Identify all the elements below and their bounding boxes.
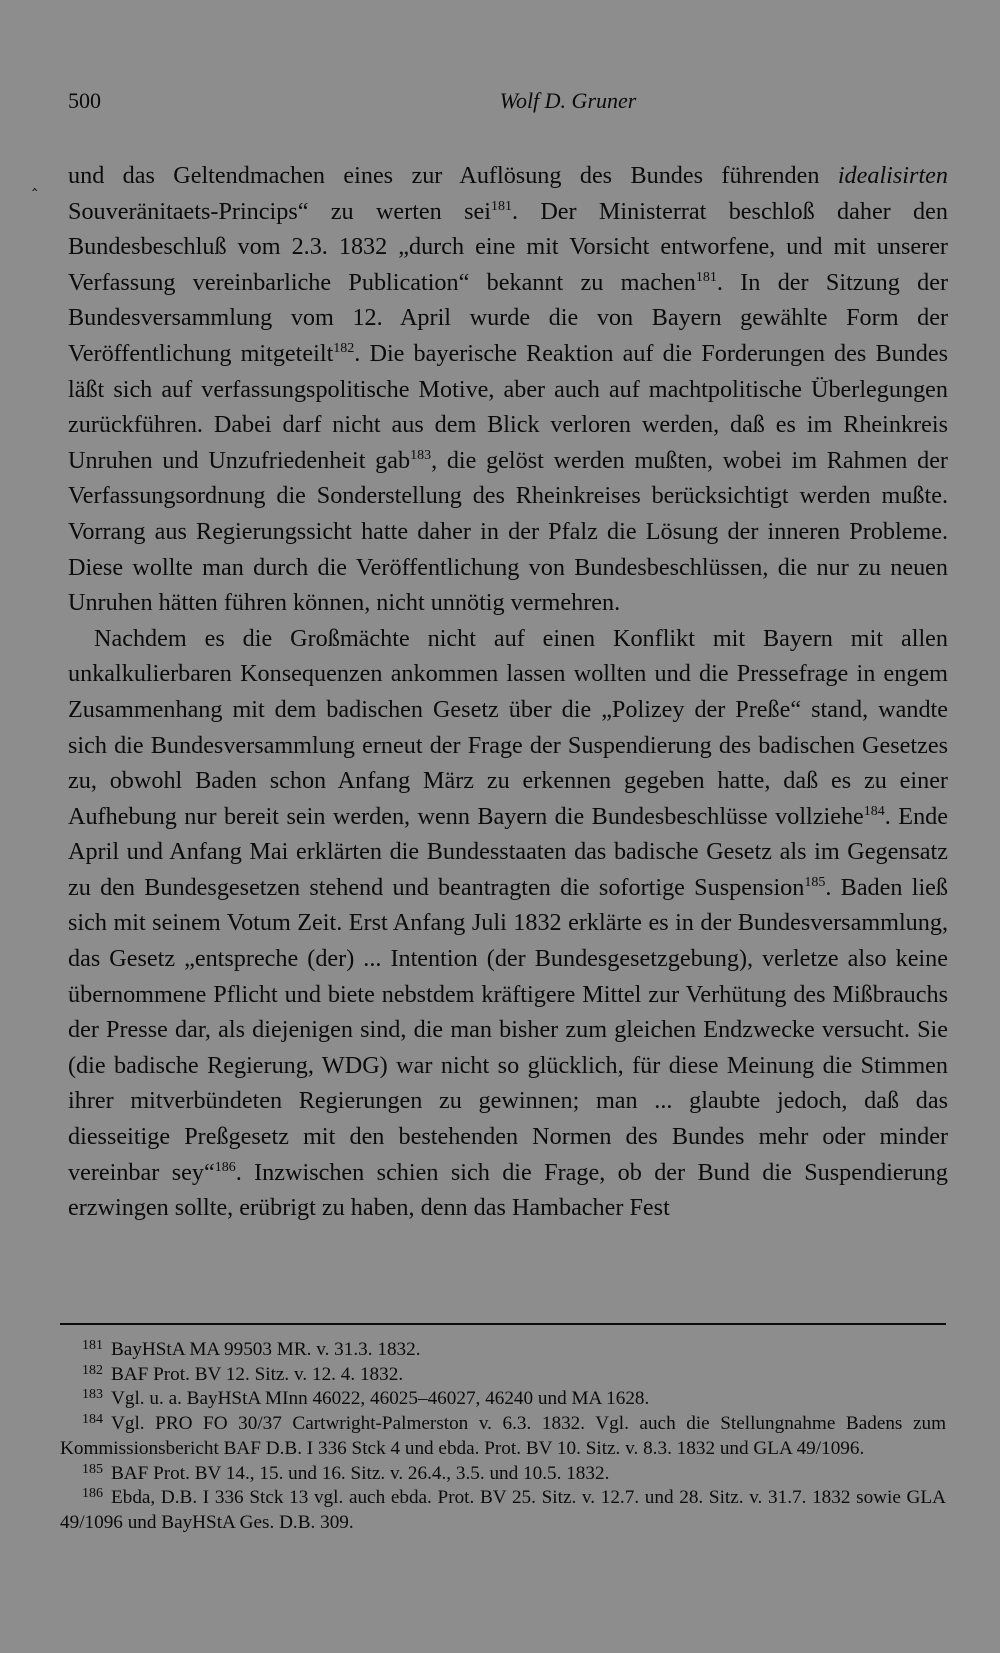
- footnote-ref[interactable]: 182: [333, 340, 355, 356]
- footnote-182: [60, 1363, 946, 1388]
- footnote-number: 182: [82, 1362, 103, 1378]
- footnote-185: [60, 1462, 946, 1487]
- footnote-184: [60, 1412, 946, 1461]
- footnote-number: 186: [82, 1486, 103, 1502]
- footnote-181: [60, 1338, 946, 1363]
- footnote-number: 185: [82, 1461, 103, 1477]
- paragraph-2: [68, 621, 948, 1226]
- footnote-text: BayHStA MA 99503 MR. v. 31.3. 1832.: [111, 1339, 421, 1360]
- footnote-text: Vgl. u. a. BayHStA MInn 46022, 46025–46027, 46240 und MA 1628.: [111, 1388, 650, 1410]
- footnote-text: BAF Prot. BV 14., 15. und 16. Sitz. v. 26.4., 3.5. und 10.5. 1832.: [111, 1462, 610, 1484]
- footnote-text: Vgl. PRO FO 30/37 Cartwright-Palmerston v. 6.3. 1832. Vgl. auch die Stellungnahme Badens zum Kommissionsbericht BAF D.B. I 336 Stck 4 und ebda. Prot. BV 10. Sitz. v. 8.3. 1832 und GLA 49/1096.: [60, 1413, 946, 1459]
- footnote-number: 181: [82, 1338, 103, 1353]
- text-span: und das Geltendmachen eines zur Auflösung des Bundes führenden: [68, 162, 838, 189]
- footnote-186: [60, 1486, 946, 1535]
- text-span: , die gelöst werden mußten, wobei im Rahmen der Verfassungsordnung die Sonderstellung des Rheinkreises berücksichtigt werden mußte. Vorrang aus Regierungssicht hatte daher in der Pfalz die Lösung der inneren Probleme. Diese wollte man durch die Veröffentlichung von Bundesbeschlüssen, die nur zu neuen Unruhen hätten führen können, nicht unnötig vermehren.: [68, 446, 948, 617]
- footnotes: [60, 1338, 946, 1536]
- footnote-number: 184: [82, 1412, 103, 1428]
- footnote-ref[interactable]: 183: [410, 447, 432, 463]
- footnote-ref[interactable]: 181: [695, 269, 717, 285]
- page-number: 500: [68, 88, 101, 113]
- text-span-italic: idealisirten: [837, 162, 948, 189]
- text-span: . Der Ministerrat beschloß daher den Bundesbeschluß vom 2.3. 1832 „durch eine mit Vorsicht entworfene, und mit unserer Verfassung vereinbarliche Publication“ bekannt zu machen: [68, 197, 948, 296]
- footnote-text: BAF Prot. BV 12. Sitz. v. 12. 4. 1832.: [111, 1363, 404, 1385]
- footnote-ref[interactable]: 181: [490, 198, 512, 214]
- footnote-text: Ebda, D.B. I 336 Stck 13 vgl. auch ebda. Prot. BV 25. Sitz. v. 12.7. und 28. Sitz. v. 31.7. 1832 sowie GLA 49/1096 und BayHStA Ges. D.B. 309.: [60, 1487, 946, 1533]
- text-span: . Die bayerische Reaktion auf die Forderungen des Bundes läßt sich auf verfassungspolitische Motive, aber auch auf machtpolitische Überlegungen zurückführen. Dabei darf nicht aus dem Blick verloren werden, daß es im Rheinkreis Unruhen und Unzufriedenheit gab: [68, 339, 949, 474]
- text-span: . In der Sitzung der Bundesversammlung vom 12. April wurde die von Bayern gewählte Form der Veröffentlichung mitgeteilt: [68, 268, 948, 367]
- footnote-183: [60, 1387, 946, 1412]
- footnote-divider: [60, 1323, 946, 1325]
- footnote-ref[interactable]: 186: [214, 1159, 236, 1175]
- main-text: [68, 158, 948, 1226]
- text-span: . Inzwischen schien sich die Frage, ob der Bund die Suspendierung erzwingen sollte, erübrigt zu haben, denn das Hambacher Fest: [68, 1158, 948, 1222]
- text-span: . Baden ließ sich mit seinem Votum Zeit. Erst Anfang Juli 1832 erklärte es in der Bundesversammlung, das Gesetz „entspreche (der) ... Intention (der Bundesgesetzgebung), verletze also keine übernommene Pflicht und biete nebstdem kräftigere Mittel zur Verhütung des Mißbrauchs der Presse dar, als diejenigen sind, die man bisher zum gleichen Endzwecke versucht. Sie (die badische Regierung, WDG) war nicht so glücklich, für diese Meinung die Stimmen ihrer mitverbündeten Regierungen zu gewinnen; man ... glaubte jedoch, daß das diesseitige Preßgesetz mit den bestehenden Normen des Bundes mehr oder minder vereinbar sey“: [68, 873, 949, 1186]
- footnote-number: 183: [82, 1387, 103, 1403]
- footnote-ref[interactable]: 184: [863, 803, 885, 819]
- text-span: Souveränitaets-Princips“ zu werten sei: [68, 197, 491, 225]
- paragraph-1: [68, 158, 948, 621]
- margin-mark: ‸: [32, 174, 38, 191]
- footnote-ref[interactable]: 185: [804, 874, 826, 890]
- text-span: Nachdem es die Großmächte nicht auf einen Konflikt mit Bayern mit allen unkalkulierbaren Konsequenzen ankommen lassen wollten und die Pressefrage in engem Zusammenhang mit dem badischen Gesetz über die „Polizey der Preße“ stand, wandte sich die Bundesversammlung erneut der Frage der Suspendierung des badischen Gesetzes zu, obwohl Baden schon Anfang März zu erkennen gegeben hatte, daß es zu einer Aufhebung nur bereit sein werden, wenn Bayern die Bundesbeschlüsse vollziehe: [68, 624, 948, 830]
- text-span: . Ende April und Anfang Mai erklärten die Bundesstaaten das badische Gesetz als im Gegensatz zu den Bundesgesetzen stehend und beantragten die sofortige Suspension: [68, 802, 948, 901]
- page-header: [68, 88, 948, 124]
- running-head-author: Wolf D. Gruner: [499, 88, 637, 113]
